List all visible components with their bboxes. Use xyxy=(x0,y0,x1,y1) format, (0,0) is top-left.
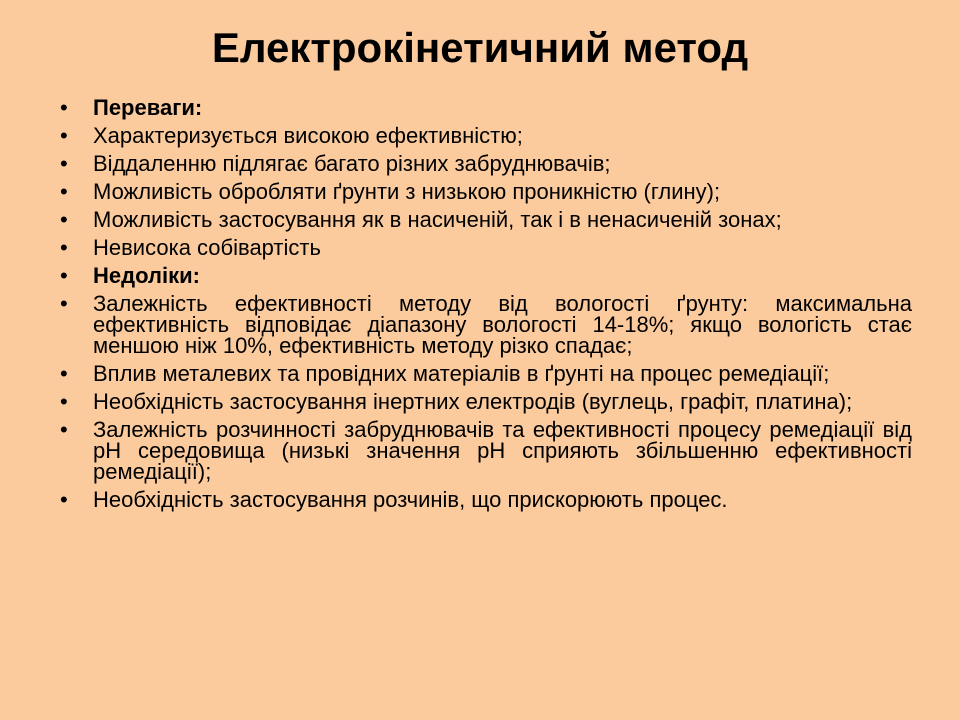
bullet-marker: • xyxy=(60,179,68,204)
bullet-item xyxy=(60,419,912,482)
bullet-marker: • xyxy=(60,361,68,386)
bullet-item xyxy=(60,125,912,146)
bullet-list xyxy=(60,97,912,517)
bullet-text-disadvantages-heading: Недоліки: xyxy=(93,263,200,288)
bullet-text: Залежність розчинності забруднювачів та ефективності процесу ремедіації від pH середовища (низькі значення pH сприяють збільшенню ефективності ремедіації); xyxy=(93,417,912,484)
bullet-text: Можливість обробляти ґрунти з низькою проникністю (глину); xyxy=(93,179,721,204)
bullet-text: Можливість застосування як в насиченій, так і в ненасиченій зонах; xyxy=(93,207,782,232)
bullet-marker: • xyxy=(60,487,68,512)
bullet-marker: • xyxy=(60,235,68,260)
bullet-item xyxy=(60,97,912,118)
bullet-text-advantages-heading: Переваги: xyxy=(93,95,203,120)
bullet-item xyxy=(60,265,912,286)
bullet-text: Вплив металевих та провідних матеріалів в ґрунті на процес ремедіації; xyxy=(93,361,830,386)
bullet-item xyxy=(60,237,912,258)
slide-title: Електрокінетичний метод xyxy=(211,24,749,71)
bullet-item xyxy=(60,293,912,356)
bullet-text: Необхідність застосування розчинів, що прискорюють процес. xyxy=(93,487,728,512)
bullet-text: Необхідність застосування інертних електродів (вуглець, графіт, платина); xyxy=(93,389,853,414)
bullet-marker: • xyxy=(60,123,68,148)
bullet-item xyxy=(60,153,912,174)
bullet-marker: • xyxy=(60,263,68,288)
bullet-text: Невисока собівартість xyxy=(93,235,321,260)
bullet-text: Характеризується високою ефективністю; xyxy=(93,123,523,148)
bullet-text: Залежність ефективності методу від вологості ґрунту: максимальна ефективність відповідає діапазону вологості 14-18%; якщо вологість стає меншою ніж 10%, ефективність методу різко спадає; xyxy=(93,291,912,358)
bullet-marker: • xyxy=(60,291,68,316)
bullet-marker: • xyxy=(60,95,68,120)
bullet-item xyxy=(60,391,912,412)
bullet-item xyxy=(60,363,912,384)
bullet-marker: • xyxy=(60,417,68,442)
bullet-marker: • xyxy=(60,389,68,414)
bullet-text: Віддаленню підлягає багато різних забруднювачів; xyxy=(93,151,611,176)
bullet-item xyxy=(60,489,912,510)
bullet-item xyxy=(60,181,912,202)
bullet-item xyxy=(60,209,912,230)
bullet-marker: • xyxy=(60,207,68,232)
bullet-marker: • xyxy=(60,151,68,176)
